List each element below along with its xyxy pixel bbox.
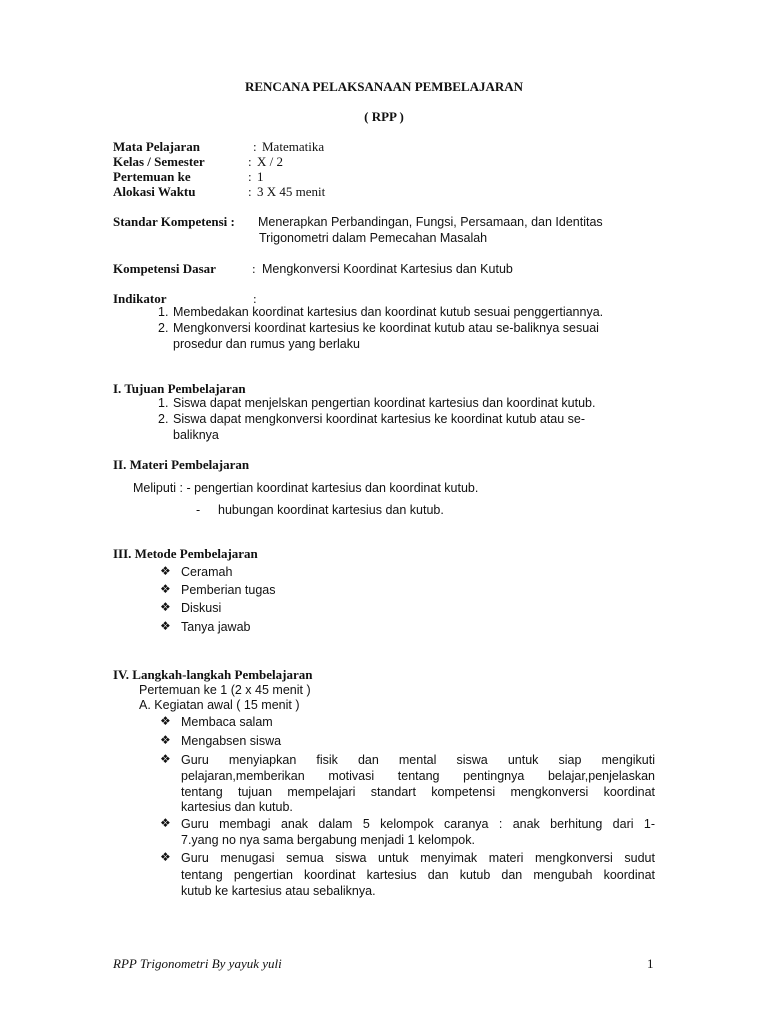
- metode-item: Ceramah: [181, 565, 233, 579]
- tujuan-item: Siswa dapat menjelskan pengertian koordinat kartesius dan koordinat kutub.: [173, 396, 596, 410]
- indikator-label: Indikator: [113, 291, 167, 306]
- standar-kompetensi-line: Trigonometri dalam Pemecahan Masalah: [259, 231, 488, 245]
- indikator-colon: :: [253, 291, 257, 306]
- langkah-item: Membaca salam: [181, 715, 273, 729]
- page-number: 1: [647, 956, 654, 971]
- tujuan-number: 2.: [158, 412, 169, 426]
- metode-item: Diskusi: [181, 601, 222, 615]
- info-value-alokasi: 3 X 45 menit: [257, 184, 326, 199]
- standar-kompetensi-line: Menerapkan Perbandingan, Fungsi, Persamaan, dan Identitas: [258, 215, 603, 229]
- langkah-item-cont: pelajaran,memberikan motivasi tentang pentingnya belajar,penjelaskan: [181, 769, 655, 783]
- langkah-item: Guru menugasi semua siswa untuk menyimak materi mengkonversi sudut: [181, 851, 655, 865]
- diamond-bullet-icon: ❖: [160, 850, 171, 864]
- section-heading-metode: III. Metode Pembelajaran: [113, 546, 258, 561]
- kompetensi-dasar-label: Kompetensi Dasar: [113, 261, 216, 276]
- indikator-item-cont: prosedur dan rumus yang berlaku: [173, 337, 360, 351]
- langkah-item-cont: 7.yang no nya sama bergabung menjadi 1 kelompok.: [181, 833, 475, 847]
- langkah-item: Guru menyiapkan fisik dan mental siswa untuk siap mengikuti: [181, 753, 655, 767]
- info-label-alokasi: Alokasi Waktu: [113, 184, 196, 199]
- info-label-pertemuan: Pertemuan ke: [113, 169, 191, 184]
- diamond-bullet-icon: ❖: [160, 733, 171, 747]
- materi-line: hubungan koordinat kartesius dan kutub.: [218, 503, 444, 517]
- info-value-kelas: X / 2: [257, 154, 283, 169]
- indikator-number: 2.: [158, 321, 169, 335]
- diamond-bullet-icon: ❖: [160, 714, 171, 728]
- document-subtitle: ( RPP ): [364, 109, 404, 124]
- kegiatan-awal-line: A. Kegiatan awal ( 15 menit ): [139, 698, 300, 712]
- footer-text: RPP Trigonometri By yayuk yuli: [113, 956, 282, 971]
- diamond-bullet-icon: ❖: [160, 564, 171, 578]
- info-colon: :: [248, 154, 252, 169]
- materi-line: Meliputi : - pengertian koordinat kartesius dan koordinat kutub.: [133, 481, 479, 495]
- info-label-kelas: Kelas / Semester: [113, 154, 205, 169]
- info-colon: :: [253, 139, 257, 154]
- diamond-bullet-icon: ❖: [160, 619, 171, 633]
- indikator-item: Mengkonversi koordinat kartesius ke koordinat kutub atau se-baliknya sesuai: [173, 321, 599, 335]
- info-label-mata-pelajaran: Mata Pelajaran: [113, 139, 201, 154]
- langkah-item-cont: tentang tujuan mempelajari standart kompetensi mengkonversi koordinat: [181, 785, 655, 799]
- info-colon: :: [248, 184, 252, 199]
- kompetensi-dasar-value: Mengkonversi Koordinat Kartesius dan Kutub: [262, 262, 513, 276]
- indikator-number: 1.: [158, 305, 169, 319]
- pertemuan-line: Pertemuan ke 1 (2 x 45 menit ): [139, 683, 311, 697]
- diamond-bullet-icon: ❖: [160, 816, 171, 830]
- diamond-bullet-icon: ❖: [160, 752, 171, 766]
- tujuan-item: Siswa dapat mengkonversi koordinat kartesius ke koordinat kutub atau se-: [173, 412, 586, 426]
- langkah-item-cont: tentang pengertian koordinat kartesius dan kutub dan mengubah koordinat: [181, 868, 655, 882]
- indikator-item: Membedakan koordinat kartesius dan koordinat kutub sesuai penggertiannya.: [173, 305, 604, 319]
- info-colon: :: [248, 169, 252, 184]
- langkah-item-cont: kutub ke kartesius atau sebaliknya.: [181, 884, 376, 898]
- tujuan-number: 1.: [158, 396, 169, 410]
- metode-item: Pemberian tugas: [181, 583, 276, 597]
- standar-kompetensi-label: Standar Kompetensi :: [113, 214, 235, 229]
- metode-item: Tanya jawab: [181, 620, 251, 634]
- kompetensi-dasar-colon: :: [252, 261, 256, 276]
- document-title: RENCANA PELAKSANAAN PEMBELAJARAN: [244, 79, 524, 94]
- info-value-mata-pelajaran: Matematika: [262, 139, 325, 154]
- section-heading-tujuan: I. Tujuan Pembelajaran: [113, 381, 246, 396]
- langkah-item: Guru membagi anak dalam 5 kelompok caranya : anak berhitung dari 1-: [181, 817, 655, 831]
- diamond-bullet-icon: ❖: [160, 600, 171, 614]
- tujuan-item-cont: baliknya: [173, 428, 219, 442]
- diamond-bullet-icon: ❖: [160, 582, 171, 596]
- info-value-pertemuan: 1: [257, 169, 264, 184]
- section-heading-langkah: IV. Langkah-langkah Pembelajaran: [113, 667, 313, 682]
- langkah-item-cont: kartesius dan kutub.: [181, 800, 293, 814]
- langkah-item: Mengabsen siswa: [181, 734, 282, 748]
- materi-dash: -: [196, 503, 201, 517]
- section-heading-materi: II. Materi Pembelajaran: [113, 457, 250, 472]
